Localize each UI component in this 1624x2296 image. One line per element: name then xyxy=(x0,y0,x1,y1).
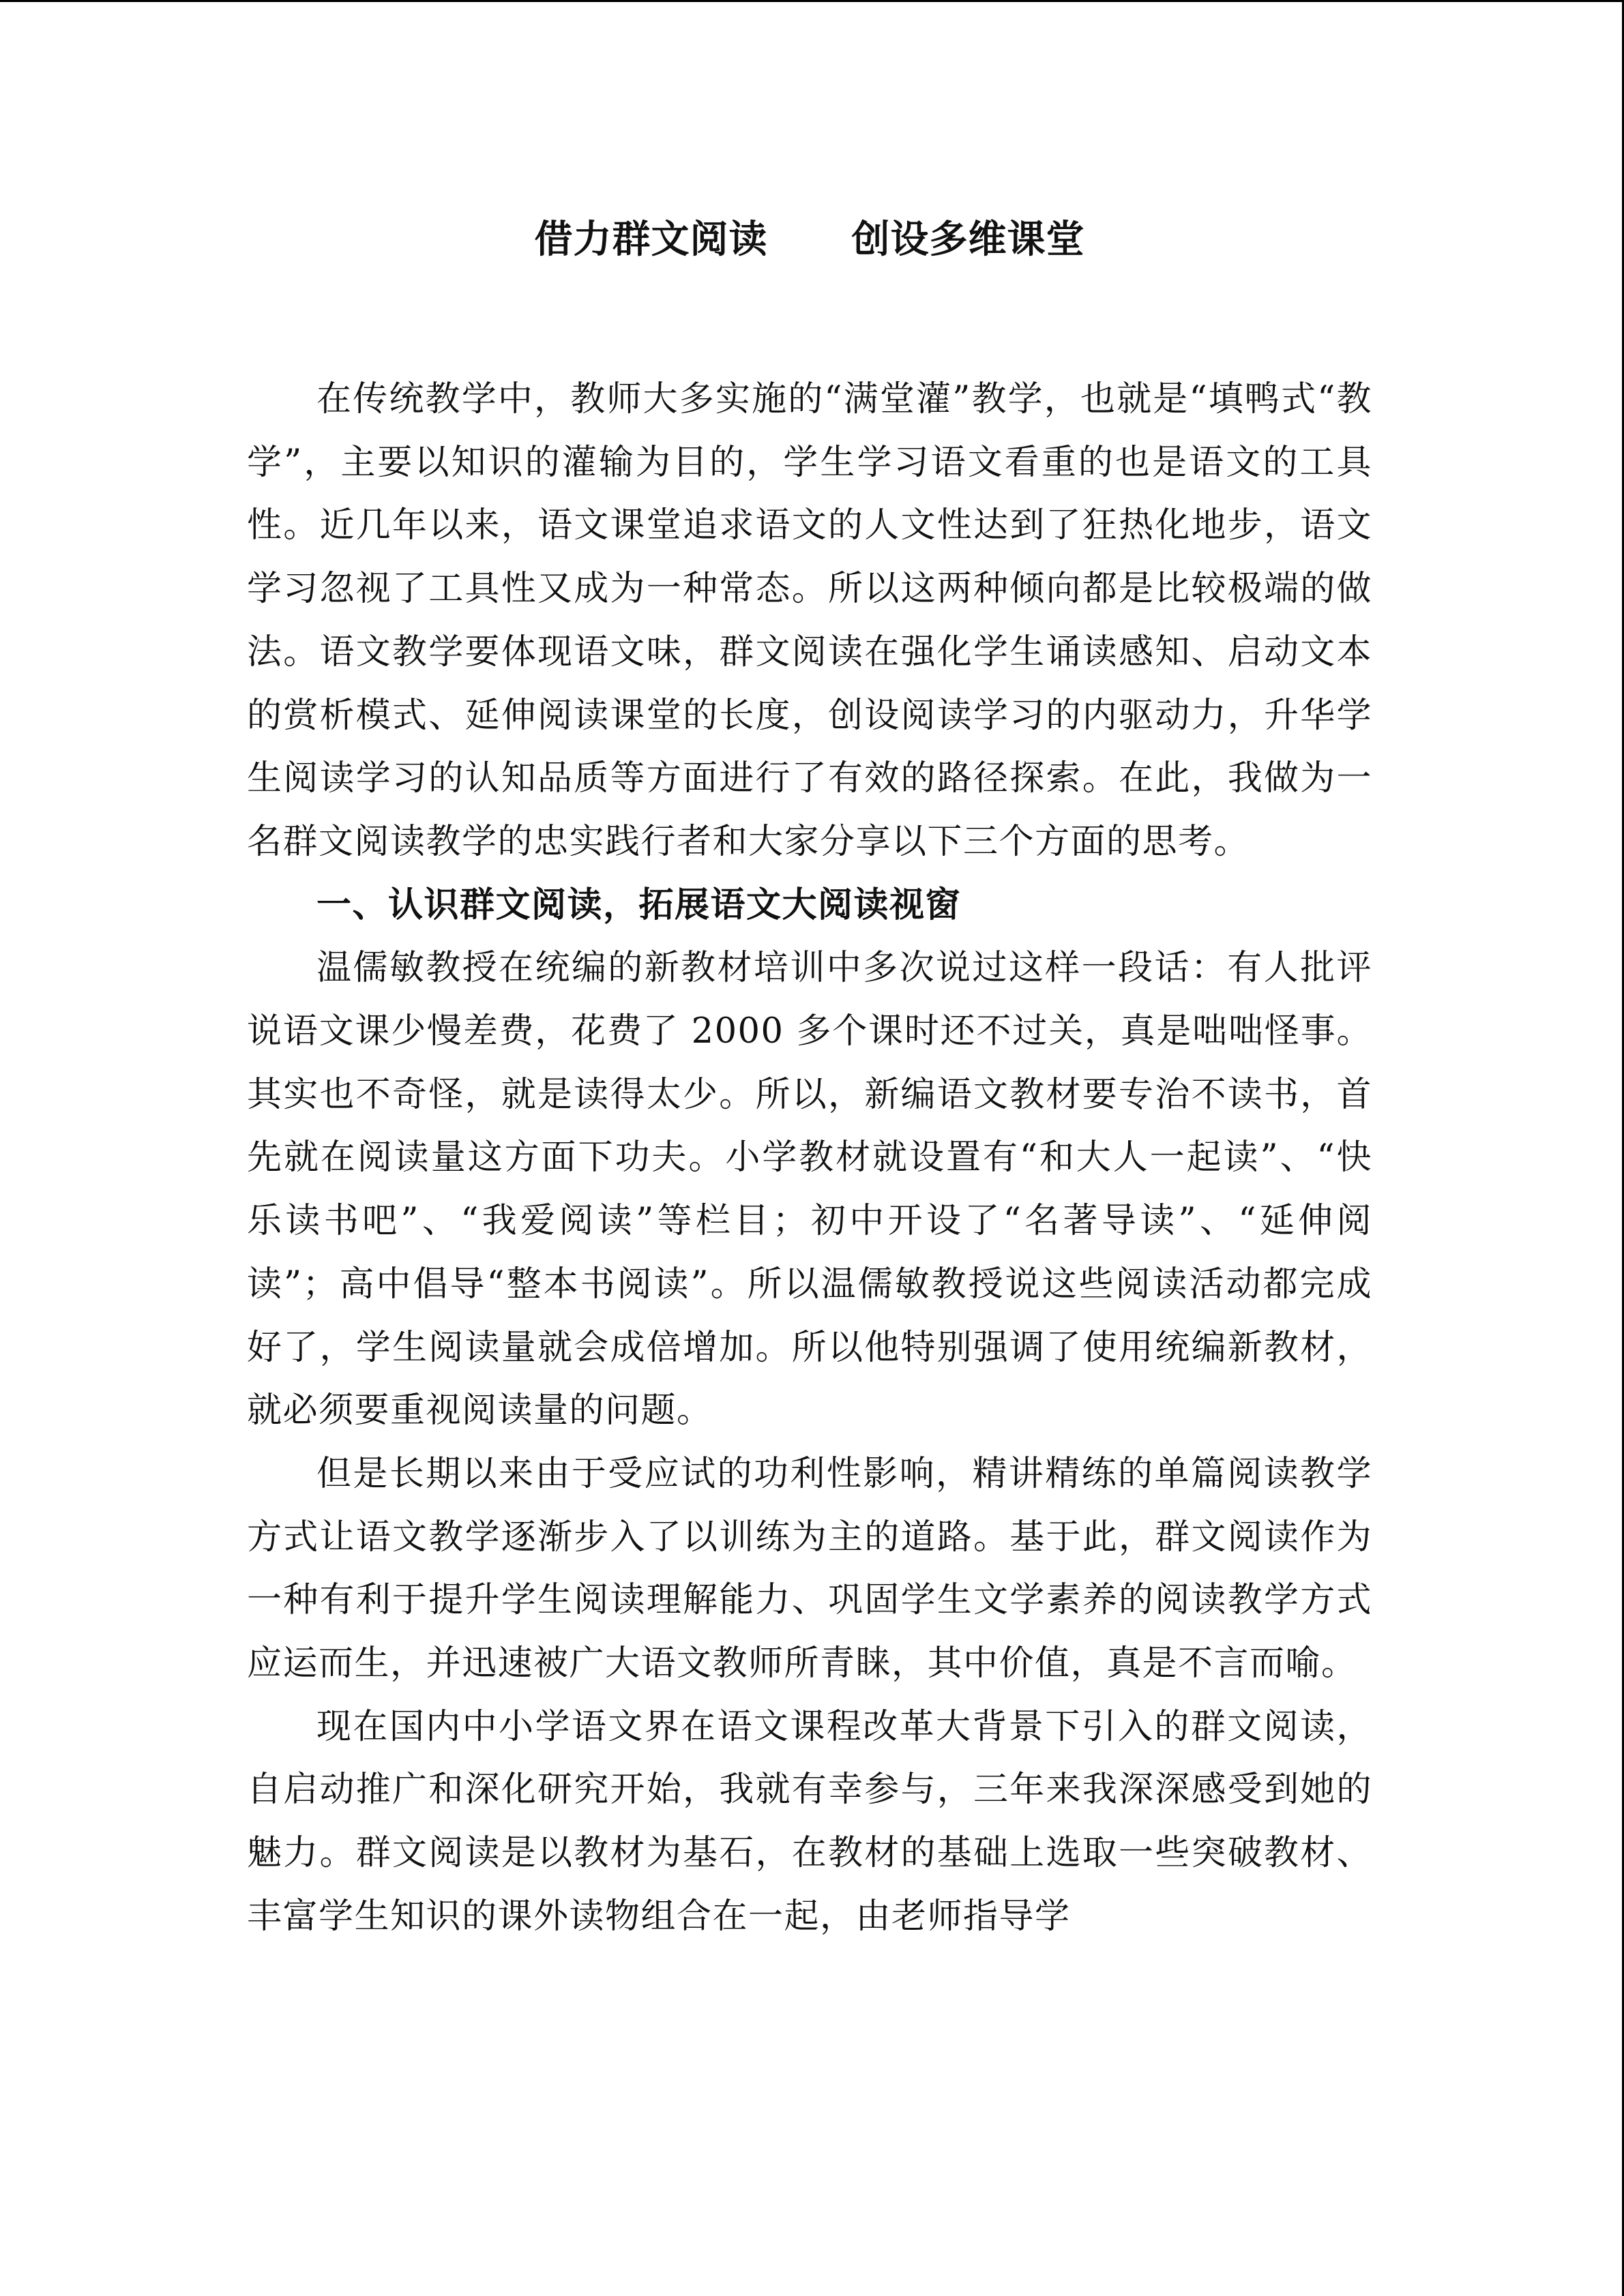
document-title: 借力群文阅读 创设多维课堂 xyxy=(534,218,1085,262)
document-body xyxy=(247,368,1372,1949)
section-heading: 一、认识群文阅读，拓展语文大阅读视窗 xyxy=(316,884,962,925)
page-top-border xyxy=(0,0,1624,2)
body-paragraph: 现在国内中小学语文界在语文课程改革大背景下引入的群文阅读，自启动推广和深化研究开始，我就有幸参与，三年来我深深感受到她的魅力。群文阅读是以教材为基石，在教材的基础上选取一些突破教材、丰富学生知识的课外读物组合在一起，由老师指导学 xyxy=(247,1706,1372,1937)
intro-paragraph: 在传统教学中，教师大多实施的“满堂灌”教学，也就是“填鸭式“教学”，主要以知识的灌输为目的，学生学习语文看重的也是语文的工具性。近几年以来，语文课堂追求语文的人文性达到了狂热化地步，语文学习忽视了工具性又成为一种常态。所以这两种倾向都是比较极端的做法。语文教学要体现语文味，群文阅读在强化学生诵读感知、启动文本的赏析模式、延伸阅读课堂的长度，创设阅读学习的内驱动力，升华学生阅读学习的认知品质等方面进行了有效的路径探索。在此，我做为一名群文阅读教学的忠实践行者和大家分享以下三个方面的思考。 xyxy=(247,379,1372,862)
body-paragraph: 温儒敏教授在统编的新教材培训中多次说过这样一段话：有人批评说语文课少慢差费，花费了 2000 多个课时还不过关，真是咄咄怪事。其实也不奇怪，就是读得太少。所以，新编语文教材要专治不读书，首先就在阅读量这方面下功夫。小学教材就设置有“和大人一起读”、“快乐读书吧”、“我爱阅读”等栏目；初中开设了“名著导读”、“延伸阅读”；高中倡导“整本书阅读”。所以温儒敏教授说这些阅读活动都完成好了，学生阅读量就会成倍增加。所以他特别强调了使用统编新教材，就必须要重视阅读量的问题。 xyxy=(247,948,1372,1431)
body-paragraph: 但是长期以来由于受应试的功利性影响，精讲精练的单篇阅读教学方式让语文教学逐渐步入了以训练为主的道路。基于此，群文阅读作为一种有利于提升学生阅读理解能力、巩固学生文学素养的阅读教学方式应运而生，并迅速被广大语文教师所青睐，其中价值，真是不言而喻。 xyxy=(247,1453,1372,1684)
